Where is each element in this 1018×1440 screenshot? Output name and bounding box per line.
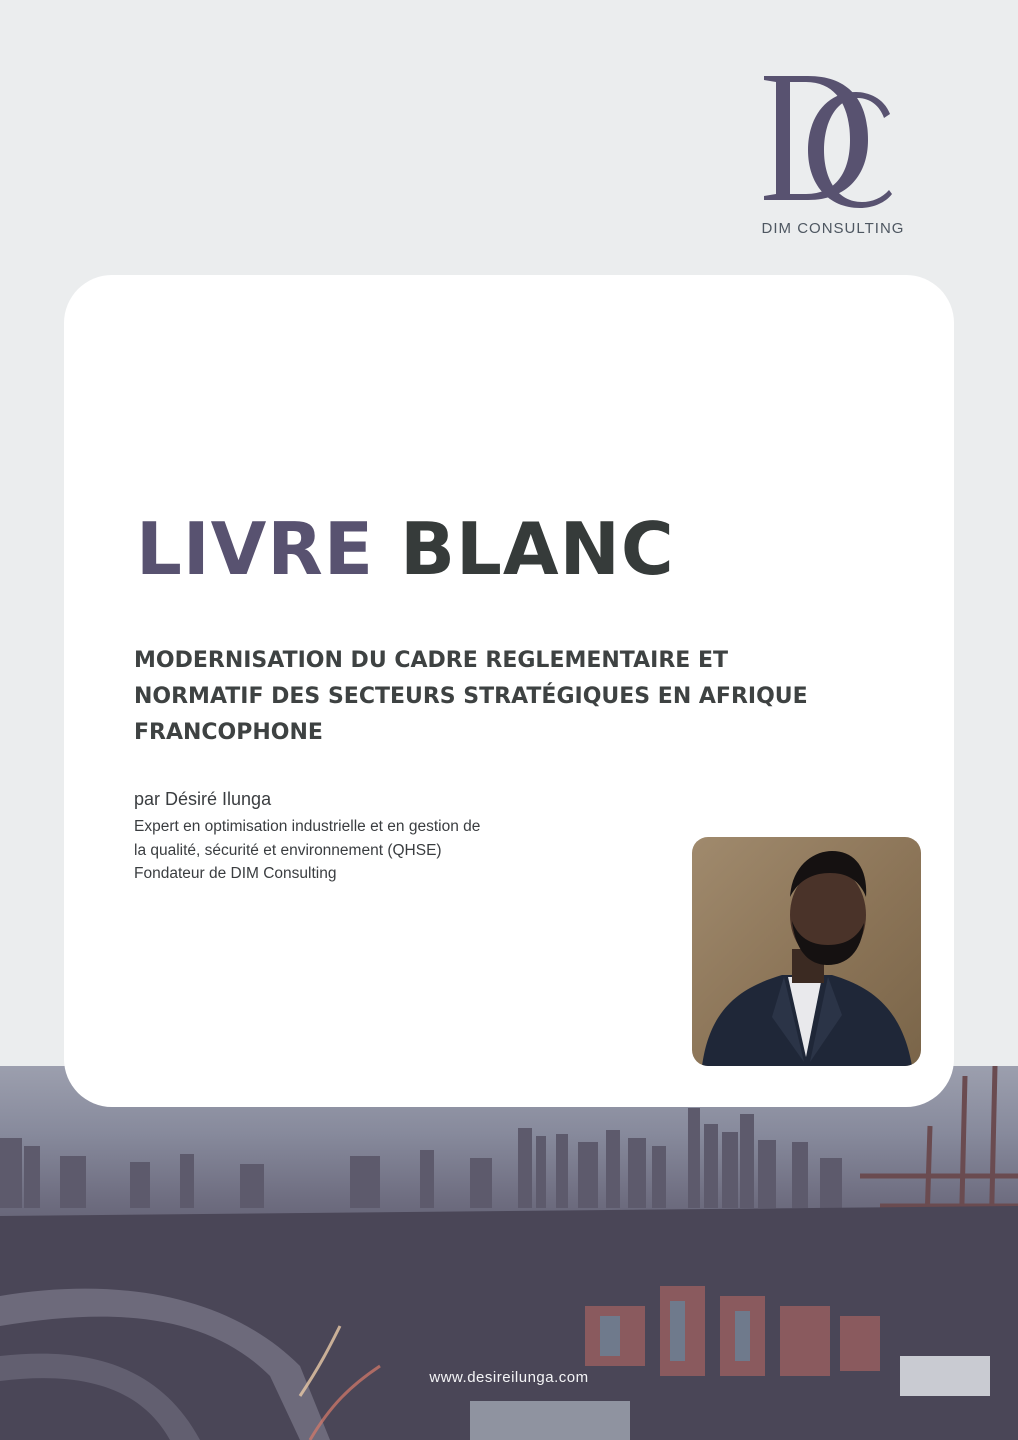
- cover-card: [64, 275, 954, 1107]
- author-title-line-2: la qualité, sécurité et environnement (QHSE): [134, 842, 442, 859]
- author-portrait: [692, 837, 921, 1066]
- title-word-blanc: BLANC: [400, 507, 675, 591]
- title-word-livre: LIVRE: [136, 507, 375, 591]
- page-title: [136, 507, 675, 591]
- author-byline: par Désiré Ilunga: [134, 789, 272, 809]
- dim-consulting-logo: [740, 62, 926, 247]
- dc-monogram-icon: [756, 62, 896, 212]
- subtitle: MODERNISATION DU CADRE REGLEMENTAIRE ET NORMATIF DES SECTEURS STRATÉGIQUES EN AFRIQUE FRANCOPHONE: [134, 648, 808, 745]
- author-title-line-3: Fondateur de DIM Consulting: [134, 865, 337, 882]
- logo-text: DIM CONSULTING: [761, 220, 905, 237]
- author-title-line-1: Expert en optimisation industrielle et en gestion de: [134, 818, 481, 835]
- website-url: www.desireilunga.com: [429, 1369, 589, 1386]
